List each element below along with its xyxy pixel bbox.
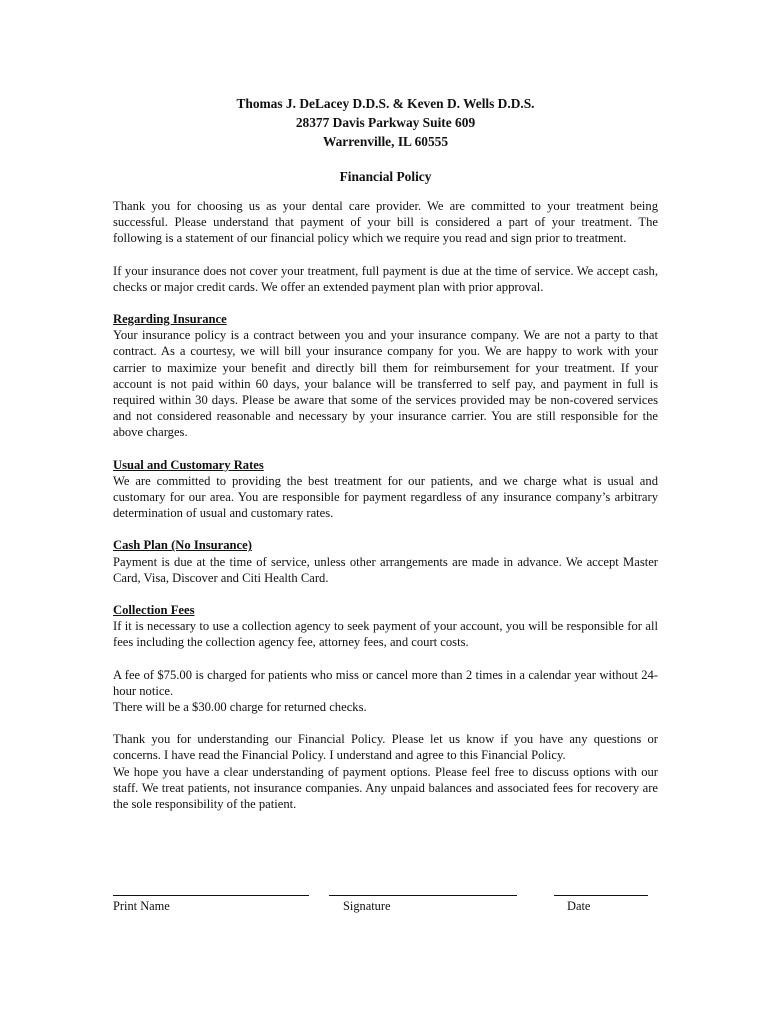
closing-acknowledgement: Thank you for understanding our Financial Policy. Please let us know if you have any questions or concerns. I have read the Financial Policy. I understand and agree to this Financial Policy.	[113, 732, 658, 763]
section-heading: Usual and Customary Rates	[113, 457, 264, 472]
signature-label: Signature	[343, 899, 391, 913]
missed-appointment-fee: A fee of $75.00 is charged for patients who miss or cancel more than 2 times in a calendar year without 24-hour notice.	[113, 667, 658, 698]
section-collection-fees	[113, 602, 658, 651]
returned-check-fee: There will be a $30.00 charge for returned checks.	[113, 700, 367, 715]
section-heading: Regarding Insurance	[113, 312, 227, 327]
closing-statement: We hope you have a clear understanding of payment options. Please feel free to discuss options with our staff. We treat patients, not insurance companies. Any unpaid balances and associated fees for recovery are the sole responsibility of the patient.	[113, 764, 658, 812]
signature-field[interactable]	[329, 883, 517, 914]
section-body: Payment is due at the time of service, unless other arrangements are made in advance. We accept Master Card, Visa, Discover and Citi Health Card.	[113, 554, 658, 585]
letterhead	[113, 94, 658, 151]
date-field[interactable]	[554, 883, 648, 914]
section-heading: Collection Fees	[113, 603, 195, 618]
section-body: Your insurance policy is a contract between you and your insurance company. We are not a party to that contract. As a courtesy, we will bill your insurance company for you. We are happy to work with your carrier to maximize your benefit and directly bill them for reimbursement for your treatment. If your account is not paid within 60 days, your balance will be transferred to self pay, and payment in full is required within 30 days. Please be aware that some of the services provided may be non-covered services and not considered reasonable and necessary by your insurance carrier. You are still responsible for the above charges.	[113, 328, 658, 440]
date-label: Date	[567, 899, 591, 913]
print-name-field[interactable]	[113, 883, 309, 914]
section-cash-plan	[113, 537, 658, 586]
section-insurance	[113, 311, 658, 441]
practice-city: Warrenville, IL 60555	[322, 134, 449, 149]
section-body: We are committed to providing the best treatment for our patients, and we charge what is usual and customary for our area. You are responsible for payment regardless of any insurance company’s arbitrary determination of usual and customary rates.	[113, 473, 658, 521]
signature-line[interactable]	[329, 883, 517, 896]
intro-paragraph: Thank you for choosing us as your dental care provider. We are committed to your treatment being successful. Please understand that payment of your bill is considered a part of your treatment. The following is a statement of our financial policy which we require you read and sign prior to treatment.	[113, 199, 658, 246]
closing-block	[113, 731, 658, 812]
section-heading: Cash Plan (No Insurance)	[113, 538, 252, 553]
document-title: Financial Policy	[339, 169, 432, 184]
signature-block	[113, 883, 658, 923]
print-name-label: Print Name	[113, 899, 170, 913]
print-name-line[interactable]	[113, 883, 309, 896]
payment-paragraph: If your insurance does not cover your treatment, full payment is due at the time of service. We accept cash, checks or major credit cards. We offer an extended payment plan with prior approval.	[113, 263, 658, 294]
section-body: If it is necessary to use a collection agency to seek payment of your account, you will be responsible for all fees including the collection agency fee, attorney fees, and court costs.	[113, 619, 658, 650]
practice-name: Thomas J. DeLacey D.D.S. & Keven D. Wells D.D.S.	[236, 96, 535, 111]
document-page	[113, 94, 658, 913]
practice-street: 28377 Davis Parkway Suite 609	[295, 115, 476, 130]
section-usual-rates	[113, 457, 658, 522]
fees-block	[113, 667, 658, 716]
date-line[interactable]	[554, 883, 648, 896]
